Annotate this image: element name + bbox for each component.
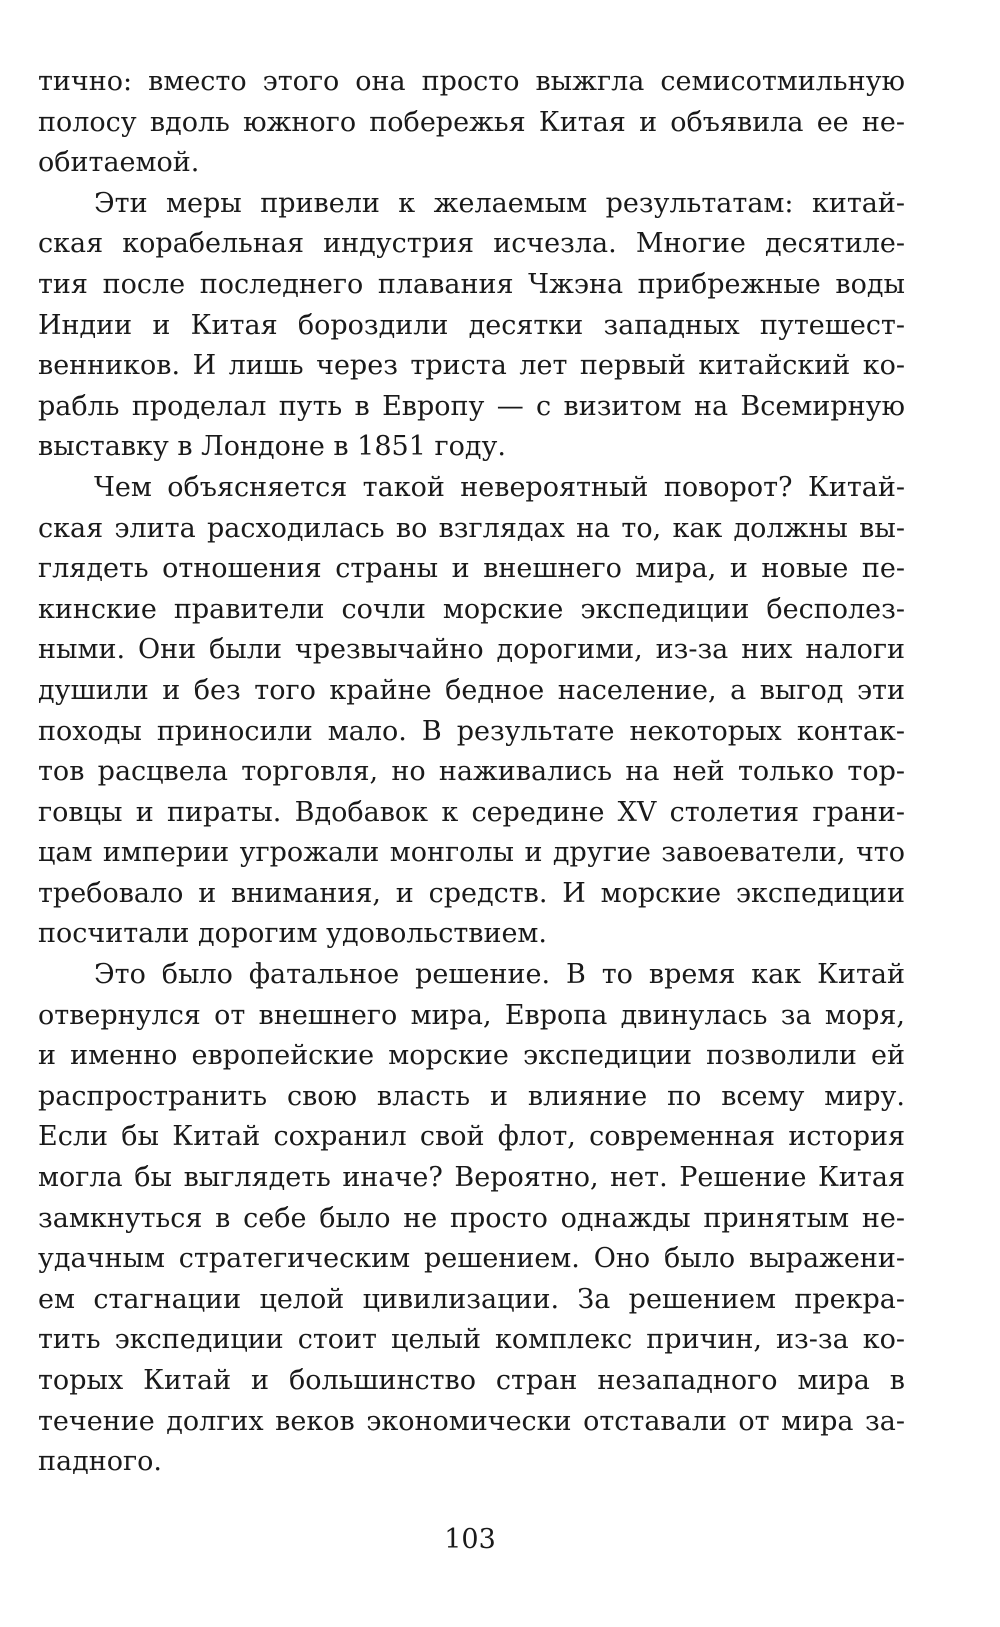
paragraph [38,468,905,955]
text-line: торых Китай и большинство стран незападного мира в [38,1365,905,1396]
paragraph [38,62,905,184]
text-line: походы приносили мало. В результате некоторых контак- [38,715,905,747]
text-line: тить экспедиции стоит целый комплекс причин, из-за ко- [38,1324,905,1356]
paragraph [38,955,905,1483]
text-line: и именно европейские морские экспедиции позволили ей [38,1040,905,1072]
text-line: венников. И лишь через триста лет первый китайский ко- [38,350,905,382]
text-line: требовало и внимания, и средств. И морские экспедиции [38,877,905,909]
text-line: глядеть отношения страны и внешнего мира, и новые пе- [38,553,905,585]
text-line: полосу вдоль южного побережья Китая и объявила ее не- [38,106,905,138]
text-line: могла бы выглядеть иначе? Вероятно, нет. Решение Китая [38,1162,905,1194]
text-line: тично: вместо этого она просто выжгла семисотмильную [38,66,905,97]
text-line: кинские правители сочли морские экспедиции бесполез- [38,593,905,625]
text-line: Эти меры привели к желаемым результатам: китай- [94,187,905,219]
text-line: Если бы Китай сохранил свой флот, современная история [38,1121,905,1153]
page-number: 103 [444,1524,496,1555]
text-line: падного. [38,1446,162,1478]
text-line: удачным стратегическим решением. Оно было выражени- [38,1243,905,1275]
text-line: Это было фатальное решение. В то время как Китай [94,959,905,991]
text-line: ская корабельная индустрия исчезла. Многие десятиле- [38,228,905,260]
text-line: цам империи угрожали монголы и другие завоеватели, что [38,837,905,869]
text-line: рабль проделал путь в Европу — с визитом на Всемирную [38,390,905,422]
text-line: тов расцвела торговля, но наживались на ней только тор- [38,756,905,788]
text-line: Индии и Китая бороздили десятки западных путешест- [38,309,905,341]
text-line: распространить свою власть и влияние по всему миру. [38,1080,905,1112]
text-line: выставку в Лондоне в 1851 году. [38,431,506,463]
text-line: замкнуться в себе было не просто однажды принятым не- [38,1202,905,1234]
text-line: ская элита расходилась во взглядах на то, как должны вы- [38,512,905,544]
body-text [38,62,905,1483]
paragraph [38,184,905,468]
text-line: душили и без того крайне бедное население, а выгод эти [38,674,905,706]
text-line: ем стагнации целой цивилизации. За решением прекра- [38,1283,905,1315]
text-line: отвернулся от внешнего мира, Европа двинулась за моря, [38,999,905,1031]
text-line: посчитали дорогим удовольствием. [38,918,548,950]
text-line: ными. Они были чрезвычайно дорогими, из-за них налоги [38,634,905,666]
text-line: говцы и пираты. Вдобавок к середине XV столетия грани- [38,796,905,828]
text-line: обитаемой. [38,147,200,179]
text-line: тия после последнего плавания Чжэна прибрежные воды [38,268,905,300]
text-line: течение долгих веков экономически отставали от мира за- [38,1405,905,1437]
text-line: Чем объясняется такой невероятный поворот? Китай- [94,471,905,503]
